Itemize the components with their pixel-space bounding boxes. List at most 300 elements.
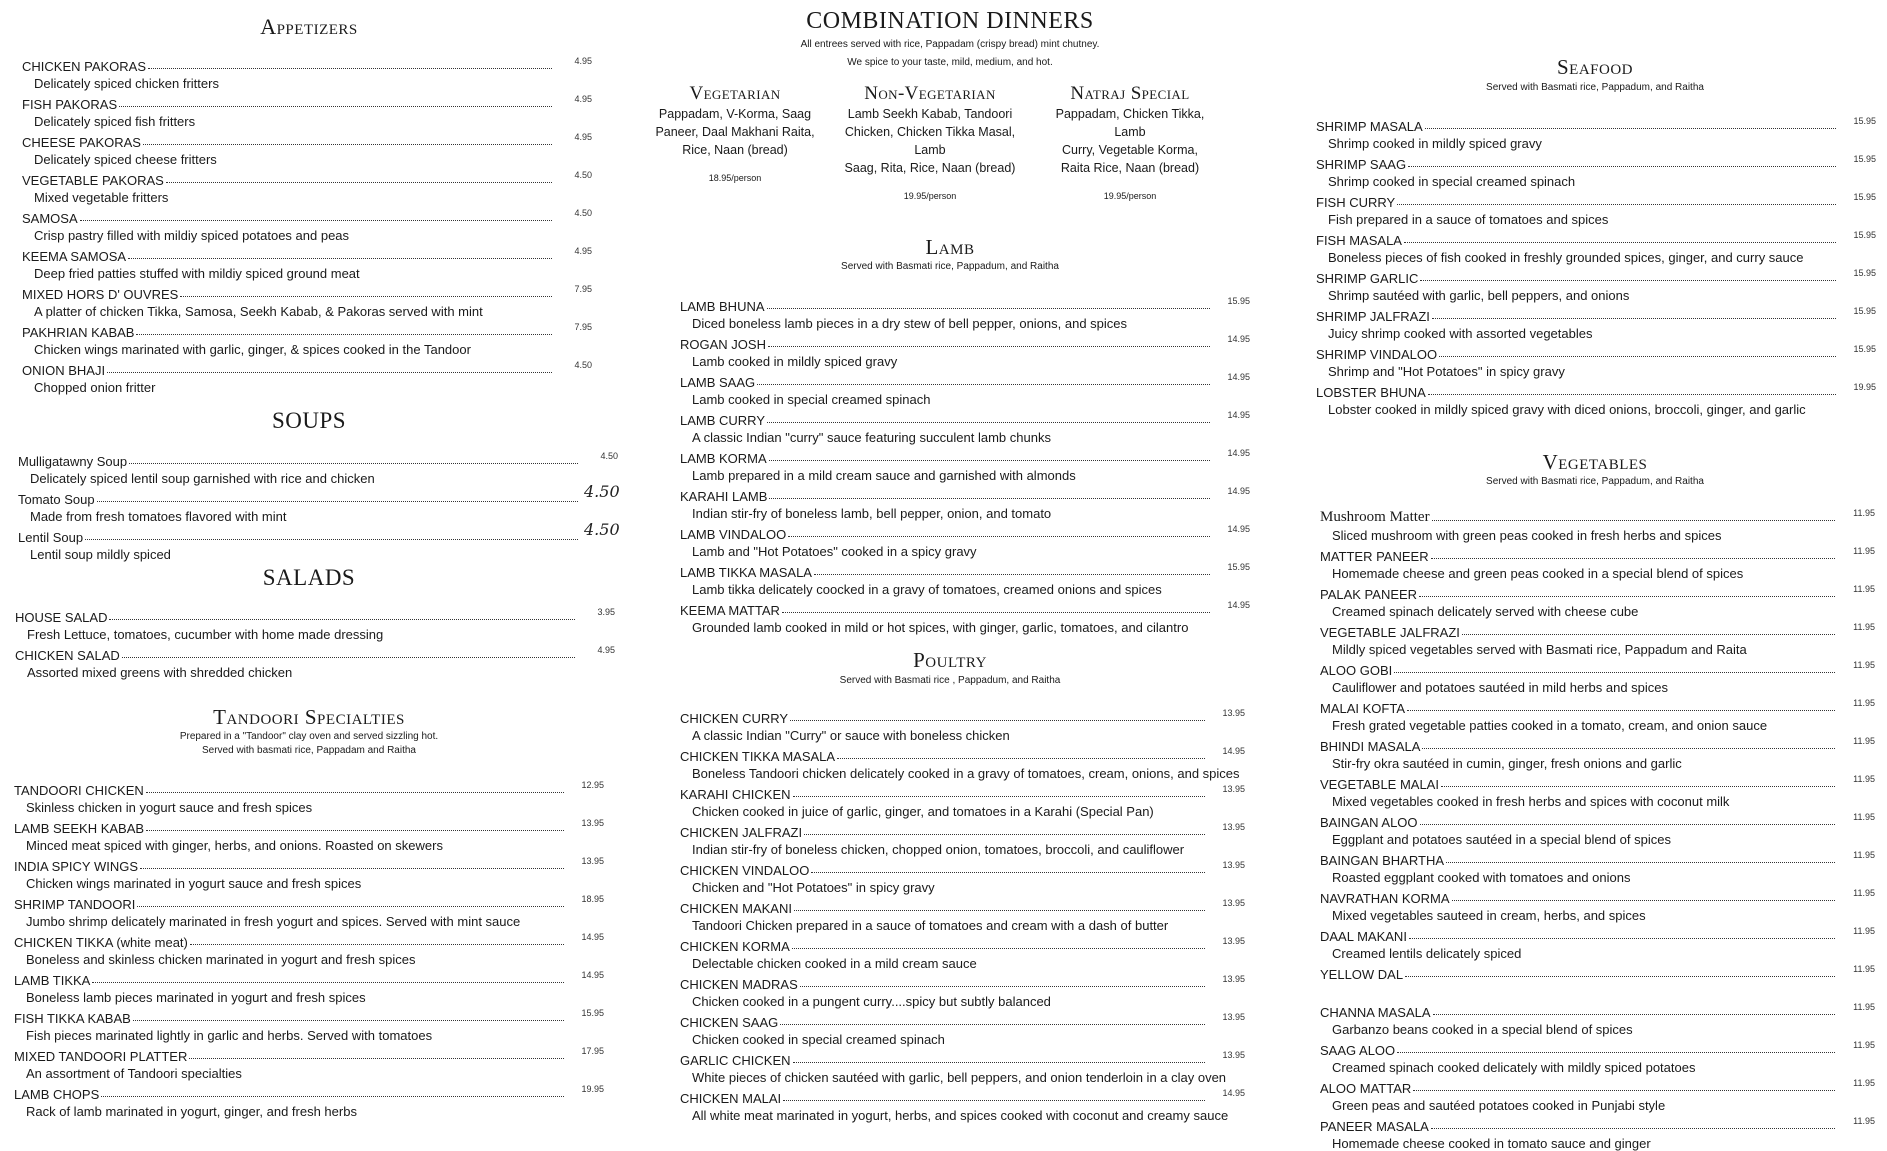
dot-leader bbox=[814, 574, 1210, 575]
salads-list bbox=[15, 606, 615, 682]
dot-leader bbox=[1409, 938, 1835, 939]
dot-leader bbox=[1425, 128, 1836, 129]
menu-item-description: Delicately spiced lentil soup garnished with rice and chicken bbox=[30, 471, 375, 486]
menu-item-row bbox=[1320, 773, 1875, 792]
menu-item-name: CHICKEN TIKKA MASALA bbox=[680, 749, 836, 764]
menu-item-name: CHICKEN PAKORAS bbox=[22, 59, 147, 74]
menu-item-price: 19.95 bbox=[1853, 382, 1876, 392]
menu-item-name: CHICKEN MAKANI bbox=[680, 901, 792, 916]
menu-item-description: Chicken cooked in special creamed spinach bbox=[692, 1032, 945, 1047]
menu-item-row bbox=[22, 245, 592, 264]
dot-leader bbox=[85, 539, 578, 540]
menu-item-row bbox=[1320, 1077, 1875, 1096]
dot-leader bbox=[788, 536, 1210, 537]
menu-item-row bbox=[1320, 659, 1875, 678]
menu-item-name: SHRIMP TANDOORI bbox=[14, 897, 136, 912]
menu-item-row bbox=[14, 893, 604, 912]
dot-leader bbox=[804, 834, 1205, 835]
menu-item-price: 13.95 bbox=[1222, 936, 1245, 946]
menu-item-description: Chicken cooked in a pungent curry....spicy but subtly balanced bbox=[692, 994, 1051, 1009]
menu-item-price: 7.95 bbox=[574, 322, 592, 332]
dot-leader bbox=[146, 792, 564, 793]
dot-leader bbox=[1433, 1014, 1835, 1015]
menu-item-row bbox=[14, 1083, 604, 1102]
menu-item-price: 4.50 bbox=[574, 208, 592, 218]
dot-leader bbox=[1462, 634, 1835, 635]
menu-item-row bbox=[22, 283, 592, 302]
combo-natraj-special bbox=[1040, 85, 1220, 205]
dot-leader bbox=[129, 463, 578, 464]
lamb-list bbox=[680, 295, 1250, 637]
menu-item-description: Shrimp and "Hot Potatoes" in spicy gravy bbox=[1328, 364, 1565, 379]
menu-item-row bbox=[1320, 887, 1875, 906]
menu-item-row bbox=[22, 359, 592, 378]
menu-item-row bbox=[680, 783, 1245, 802]
menu-item-name: Tomato Soup bbox=[18, 492, 95, 507]
menu-item-name: Lentil Soup bbox=[18, 530, 84, 545]
menu-item-description: Delicately spiced fish fritters bbox=[34, 114, 196, 129]
menu-item-row bbox=[1316, 229, 1876, 248]
salads-title: SALADS bbox=[262, 565, 356, 590]
vegetables-title: Vegetables bbox=[1542, 450, 1648, 474]
dot-leader bbox=[107, 372, 552, 373]
combo-non-vegetarian-line-1: Lamb Seekh Kabab, Tandoori bbox=[847, 107, 1013, 121]
menu-item-price: 15.95 bbox=[1227, 296, 1250, 306]
menu-item-row bbox=[1316, 153, 1876, 172]
dot-leader bbox=[137, 906, 564, 907]
menu-item-name: PAKHRIAN KABAB bbox=[22, 325, 135, 340]
menu-item-name: LAMB TIKKA bbox=[14, 973, 91, 988]
dot-leader bbox=[1408, 166, 1836, 167]
menu-item-description: Indian stir-fry of boneless lamb, bell pepper, onion, and tomato bbox=[692, 506, 1052, 521]
menu-item-description: Green peas and sautéed potatoes cooked in Punjabi style bbox=[1332, 1098, 1666, 1113]
appetizers-title: Appetizers bbox=[260, 14, 358, 39]
menu-item-row bbox=[22, 169, 592, 188]
combo-non-vegetarian-name: Non-Vegetarian bbox=[864, 83, 996, 104]
menu-item-name: LAMB CHOPS bbox=[14, 1087, 100, 1102]
menu-item-price: 13.95 bbox=[581, 818, 604, 828]
vegetables-list bbox=[1320, 502, 1875, 1151]
dot-leader bbox=[1428, 394, 1836, 395]
vegetables-subtitle: Served with Basmati rice, Pappadum, and Raitha bbox=[1486, 476, 1704, 487]
menu-item-description: Garbanzo beans cooked in a special blend of spices bbox=[1332, 1022, 1633, 1037]
menu-item-price: 3.95 bbox=[597, 607, 615, 617]
seafood-subtitle: Served with Basmati rice, Pappadum, and Raitha bbox=[1486, 82, 1704, 93]
menu-item-price: 4.50 bbox=[584, 482, 620, 501]
menu-item-name: CHICKEN MALAI bbox=[680, 1091, 782, 1106]
dot-leader bbox=[769, 460, 1210, 461]
menu-item-name: CHICKEN SALAD bbox=[15, 648, 120, 663]
combo-non-vegetarian-price: 19.95/person bbox=[903, 191, 957, 201]
dot-leader bbox=[1439, 356, 1836, 357]
menu-item-price: 15.95 bbox=[1853, 230, 1876, 240]
menu-item-description bbox=[1320, 982, 1875, 1001]
menu-item-price: 17.95 bbox=[581, 1046, 604, 1056]
menu-item-price: 4.95 bbox=[574, 246, 592, 256]
menu-item-price: 18.95 bbox=[581, 894, 604, 904]
menu-item-name: KARAHI LAMB bbox=[680, 489, 768, 504]
menu-item-name: BAINGAN ALOO bbox=[1320, 815, 1418, 830]
menu-item-description: Fresh Lettuce, tomatoes, cucumber with home made dressing bbox=[27, 627, 384, 642]
tandoori-subtitle-2: Served with basmati rice, Pappadam and Raitha bbox=[201, 745, 416, 756]
menu-item-price: 13.95 bbox=[1222, 1012, 1245, 1022]
menu-item-row bbox=[680, 371, 1250, 390]
menu-item-name: GARLIC CHICKEN bbox=[680, 1053, 791, 1068]
menu-item-row bbox=[680, 561, 1250, 580]
menu-item-description: All white meat marinated in yogurt, herbs, and spices cooked with coconut and creamy sauce bbox=[692, 1108, 1229, 1123]
dot-leader bbox=[800, 986, 1205, 987]
menu-item-name: VEGETABLE PAKORAS bbox=[22, 173, 164, 188]
menu-item-name: YELLOW DAL bbox=[1320, 967, 1404, 982]
combo-non-vegetarian bbox=[830, 85, 1030, 205]
dot-leader bbox=[180, 296, 552, 297]
menu-item-name: ONION BHAJI bbox=[22, 363, 106, 378]
dot-leader bbox=[190, 944, 564, 945]
menu-item-row bbox=[680, 523, 1250, 542]
menu-item-price: 15.95 bbox=[581, 1008, 604, 1018]
menu-item-name: CHICKEN VINDALOO bbox=[680, 863, 810, 878]
menu-item-description: Lentil soup mildly spiced bbox=[30, 547, 171, 562]
combination-title: COMBINATION DINNERS bbox=[806, 8, 1094, 34]
menu-item-description: Deep fried patties stuffed with mildiy spiced ground meat bbox=[34, 266, 360, 281]
menu-item-row bbox=[680, 599, 1250, 618]
dot-leader bbox=[92, 982, 564, 983]
menu-item-row bbox=[1320, 621, 1875, 640]
menu-item-description: Delicately spiced cheese fritters bbox=[34, 152, 217, 167]
menu-item-price: 15.95 bbox=[1853, 154, 1876, 164]
dot-leader bbox=[792, 948, 1205, 949]
menu-item-row bbox=[15, 606, 615, 625]
dot-leader bbox=[109, 619, 575, 620]
menu-item-description: An assortment of Tandoori specialties bbox=[26, 1066, 242, 1081]
combination-subtitle-1: All entrees served with rice, Pappadam (crispy bread) mint chutney. bbox=[800, 39, 1100, 50]
menu-item-description: Fish pieces marinated lightly in garlic and herbs. Served with tomatoes bbox=[26, 1028, 433, 1043]
menu-item-description: Creamed spinach delicately served with cheese cube bbox=[1332, 604, 1639, 619]
lamb-subtitle: Served with Basmati rice, Pappadum, and Raitha bbox=[841, 261, 1059, 272]
menu-item-row bbox=[22, 93, 592, 112]
combo-natraj-special-line-1: Pappadam, Chicken Tikka, Lamb bbox=[1055, 107, 1205, 139]
menu-item-price: 15.95 bbox=[1853, 116, 1876, 126]
menu-item-row bbox=[680, 1087, 1245, 1106]
menu-item-row bbox=[14, 779, 604, 798]
combo-vegetarian-name: Vegetarian bbox=[689, 83, 781, 104]
menu-item-price: 13.95 bbox=[1222, 1050, 1245, 1060]
menu-item-price: 11.95 bbox=[1853, 1116, 1875, 1126]
menu-item-description: Tandoori Chicken prepared in a sauce of tomatoes and cream with a dash of butter bbox=[692, 918, 1169, 933]
menu-item-row bbox=[14, 969, 604, 988]
menu-item-price: 12.95 bbox=[581, 780, 604, 790]
menu-item-price: 14.95 bbox=[581, 932, 604, 942]
dot-leader bbox=[80, 220, 552, 221]
menu-item-name: PANEER MASALA bbox=[1320, 1119, 1429, 1134]
menu-item-name: SAAG ALOO bbox=[1320, 1043, 1396, 1058]
menu-item-price: 14.95 bbox=[1227, 410, 1250, 420]
menu-item-description: Lamb cooked in mildly spiced gravy bbox=[692, 354, 898, 369]
dot-leader bbox=[1422, 748, 1835, 749]
combo-vegetarian-price: 18.95/person bbox=[708, 173, 762, 183]
menu-item-description: Fish prepared in a sauce of tomatoes and spices bbox=[1328, 212, 1609, 227]
dot-leader bbox=[769, 498, 1210, 499]
dot-leader bbox=[119, 106, 552, 107]
menu-item-name: KEEMA MATTAR bbox=[680, 603, 780, 618]
menu-item-price: 13.95 bbox=[1222, 860, 1245, 870]
menu-item-price: 11.95 bbox=[1853, 508, 1875, 518]
menu-item-description: Grounded lamb cooked in mild or hot spices, with ginger, garlic, tomatoes, and cilantro bbox=[692, 620, 1189, 635]
dot-leader bbox=[1452, 900, 1835, 901]
menu-item-row bbox=[680, 935, 1245, 954]
menu-item-price: 11.95 bbox=[1853, 1040, 1875, 1050]
dot-leader bbox=[101, 1096, 564, 1097]
menu-item-price: 4.50 bbox=[584, 520, 620, 539]
menu-item-name: CHICKEN TIKKA (white meat) bbox=[14, 935, 188, 950]
menu-item-row bbox=[1320, 811, 1875, 830]
menu-item-price: 11.95 bbox=[1853, 812, 1875, 822]
menu-item-description: Indian stir-fry of boneless chicken, chopped onion, tomatoes, broccoli, and cauliflower bbox=[692, 842, 1185, 857]
combination-subtitle-2: We spice to your taste, mild, medium, and hot. bbox=[847, 57, 1053, 68]
menu-item-name: CHICKEN SAAG bbox=[680, 1015, 779, 1030]
menu-item-price: 14.95 bbox=[1227, 372, 1250, 382]
menu-item-name: CHICKEN CURRY bbox=[680, 711, 789, 726]
menu-item-description: Lobster cooked in mildly spiced gravy with diced onions, broccoli, ginger, and garlic bbox=[1328, 402, 1806, 417]
menu-item-description: Creamed lentils delicately spiced bbox=[1332, 946, 1522, 961]
menu-item-row bbox=[680, 973, 1245, 992]
menu-item-name: LOBSTER BHUNA bbox=[1316, 385, 1426, 400]
menu-item-price: 11.95 bbox=[1853, 1078, 1875, 1088]
dot-leader bbox=[1405, 976, 1835, 977]
menu-item-price: 4.95 bbox=[574, 132, 592, 142]
menu-item-description: Mildly spiced vegetables served with Basmati rice, Pappadum and Raita bbox=[1332, 642, 1747, 657]
menu-item-row bbox=[1320, 963, 1875, 982]
menu-item-description: Homemade cheese cooked in tomato sauce and ginger bbox=[1332, 1136, 1651, 1151]
menu-item-price: 11.95 bbox=[1853, 888, 1875, 898]
menu-item-description: Mixed vegetables cooked in fresh herbs and spices with coconut milk bbox=[1332, 794, 1730, 809]
menu-item-name: SHRIMP GARLIC bbox=[1316, 271, 1419, 286]
dot-leader bbox=[1419, 596, 1835, 597]
dot-leader bbox=[1420, 824, 1835, 825]
dot-leader bbox=[1394, 672, 1835, 673]
menu-item-description: Homemade cheese and green peas cooked in a special blend of spices bbox=[1332, 566, 1744, 581]
menu-item-name: LAMB SAAG bbox=[680, 375, 756, 390]
menu-item-row bbox=[1320, 697, 1875, 716]
menu-item-row bbox=[22, 131, 592, 150]
menu-item-name: SHRIMP SAAG bbox=[1316, 157, 1407, 172]
menu-item-row bbox=[680, 447, 1250, 466]
menu-item-name: FISH TIKKA KABAB bbox=[14, 1011, 131, 1026]
dot-leader bbox=[1420, 280, 1836, 281]
menu-item-name: CHEESE PAKORAS bbox=[22, 135, 141, 150]
menu-item-price: 15.95 bbox=[1853, 306, 1876, 316]
menu-item-description: Minced meat spiced with ginger, herbs, and onions. Roasted on skewers bbox=[26, 838, 443, 853]
menu-item-name: FISH PAKORAS bbox=[22, 97, 118, 112]
menu-item-price: 11.95 bbox=[1853, 622, 1875, 632]
menu-item-row bbox=[1320, 925, 1875, 944]
menu-item-description: Boneless and skinless chicken marinated in yogurt and fresh spices bbox=[26, 952, 416, 967]
menu-item-name: TANDOORI CHICKEN bbox=[14, 783, 144, 798]
dot-leader bbox=[97, 501, 578, 502]
menu-item-name: CHICKEN JALFRAZI bbox=[680, 825, 803, 840]
menu-item-row bbox=[1320, 735, 1875, 754]
menu-item-row bbox=[18, 520, 620, 545]
menu-item-description: Boneless Tandoori chicken delicately cooked in a gravy of tomatoes, cream, onions, and spices bbox=[692, 766, 1240, 781]
menu-item-name: LAMB KORMA bbox=[680, 451, 767, 466]
menu-item-description: Shrimp cooked in mildly spiced gravy bbox=[1328, 136, 1542, 151]
poultry-title: Poultry bbox=[913, 648, 987, 672]
menu-item-price: 11.95 bbox=[1853, 1002, 1875, 1012]
menu-item-name: LAMB VINDALOO bbox=[680, 527, 787, 542]
menu-item-price: 14.95 bbox=[1227, 524, 1250, 534]
menu-item-row bbox=[680, 1011, 1245, 1030]
menu-item-row bbox=[14, 855, 604, 874]
combo-natraj-special-line-2: Curry, Vegetable Korma, bbox=[1062, 143, 1198, 157]
menu-item-description: Made from fresh tomatoes flavored with mint bbox=[30, 509, 287, 524]
dot-leader bbox=[148, 68, 552, 69]
menu-item-name: LAMB CURRY bbox=[680, 413, 766, 428]
menu-item-description: Chopped onion fritter bbox=[34, 380, 156, 395]
dot-leader bbox=[166, 182, 552, 183]
menu-item-row bbox=[1320, 849, 1875, 868]
dot-leader bbox=[1446, 862, 1835, 863]
menu-item-name: LAMB TIKKA MASALA bbox=[680, 565, 812, 580]
menu-item-name: ROGAN JOSH bbox=[680, 337, 766, 352]
menu-item-price: 15.95 bbox=[1853, 268, 1876, 278]
menu-item-description: A classic Indian "Curry" or sauce with boneless chicken bbox=[692, 728, 1010, 743]
dot-leader bbox=[143, 144, 552, 145]
menu-item-description: Eggplant and potatoes sautéed in a special blend of spices bbox=[1332, 832, 1671, 847]
menu-item-row bbox=[14, 1045, 604, 1064]
tandoori-subtitle-1: Prepared in a "Tandoor" clay oven and served sizzling hot. bbox=[179, 731, 439, 742]
menu-item-row bbox=[680, 859, 1245, 878]
combo-natraj-special-line-3: Raita Rice, Naan (bread) bbox=[1060, 161, 1200, 175]
menu-item-name: LAMB BHUNA bbox=[680, 299, 765, 314]
menu-item-price: 4.95 bbox=[597, 645, 615, 655]
menu-item-description: A platter of chicken Tikka, Samosa, Seekh Kabab, & Pakoras served with mint bbox=[34, 304, 483, 319]
dot-leader bbox=[783, 1100, 1205, 1101]
menu-item-price: 14.95 bbox=[1227, 486, 1250, 496]
menu-item-name: SHRIMP JALFRAZI bbox=[1316, 309, 1430, 324]
menu-item-description: Chicken and "Hot Potatoes" in spicy gravy bbox=[692, 880, 935, 895]
dot-leader bbox=[767, 422, 1210, 423]
seafood-list bbox=[1316, 115, 1876, 419]
menu-item-price: 11.95 bbox=[1853, 774, 1875, 784]
tandoori-list bbox=[14, 779, 604, 1121]
menu-item-row bbox=[680, 745, 1245, 764]
menu-item-name: MATTER PANEER bbox=[1320, 549, 1429, 564]
menu-item-description: Lamb and "Hot Potatoes" cooked in a spicy gravy bbox=[692, 544, 977, 559]
menu-item-price: 15.95 bbox=[1227, 562, 1250, 572]
dot-leader bbox=[780, 1024, 1205, 1025]
dot-leader bbox=[146, 830, 564, 831]
menu-item-description: Delectable chicken cooked in a mild cream sauce bbox=[692, 956, 977, 971]
menu-item-description: Chicken wings marinated in yogurt sauce and fresh spices bbox=[26, 876, 362, 891]
dot-leader bbox=[1431, 1128, 1835, 1129]
menu-item-name: LAMB SEEKH KABAB bbox=[14, 821, 145, 836]
combo-non-vegetarian-line-2: Chicken, Chicken Tikka Masal, Lamb bbox=[844, 125, 1016, 157]
menu-item-price: 7.95 bbox=[574, 284, 592, 294]
menu-item-description: Shrimp cooked in special creamed spinach bbox=[1328, 174, 1576, 189]
dot-leader bbox=[757, 384, 1210, 385]
menu-item-price: 11.95 bbox=[1853, 698, 1875, 708]
combo-vegetarian-line-3: Rice, Naan (bread) bbox=[682, 143, 788, 157]
menu-item-price: 4.50 bbox=[574, 170, 592, 180]
menu-item-price: 11.95 bbox=[1853, 546, 1875, 556]
menu-item-row bbox=[680, 707, 1245, 726]
menu-item-name: KARAHI CHICKEN bbox=[680, 787, 791, 802]
menu-item-row bbox=[1320, 1115, 1875, 1134]
menu-item-name: SHRIMP MASALA bbox=[1316, 119, 1423, 134]
menu-item-price: 4.95 bbox=[574, 94, 592, 104]
combo-non-vegetarian-line-3: Saag, Rita, Rice, Naan (bread) bbox=[844, 161, 1016, 175]
dot-leader bbox=[1441, 786, 1835, 787]
menu-item-name: FISH MASALA bbox=[1316, 233, 1402, 248]
menu-item-row bbox=[680, 485, 1250, 504]
menu-item-name: PALAK PANEER bbox=[1320, 587, 1418, 602]
menu-item-name: ALOO GOBI bbox=[1320, 663, 1393, 678]
dot-leader bbox=[837, 758, 1205, 759]
menu-item-name: MIXED TANDOORI PLATTER bbox=[14, 1049, 188, 1064]
menu-item-price: 14.95 bbox=[1227, 334, 1250, 344]
menu-item-row bbox=[1320, 502, 1875, 526]
menu-item-description: Mixed vegetables sauteed in cream, herbs, and spices bbox=[1332, 908, 1646, 923]
menu-item-name: Mushroom Matter bbox=[1320, 509, 1430, 525]
dot-leader bbox=[790, 720, 1205, 721]
menu-item-description: Sliced mushroom with green peas cooked in fresh herbs and spices bbox=[1332, 528, 1722, 543]
combo-vegetarian bbox=[650, 85, 820, 187]
dot-leader bbox=[767, 308, 1210, 309]
appetizers-list bbox=[22, 55, 592, 397]
menu-item-price: 11.95 bbox=[1853, 964, 1875, 974]
menu-item-name: SHRIMP VINDALOO bbox=[1316, 347, 1438, 362]
menu-item-description: Juicy shrimp cooked with assorted vegetables bbox=[1328, 326, 1593, 341]
menu-item-row bbox=[18, 482, 620, 507]
menu-item-description: A classic Indian "curry" sauce featuring succulent lamb chunks bbox=[692, 430, 1051, 445]
dot-leader bbox=[1397, 1052, 1835, 1053]
menu-item-row bbox=[1320, 1001, 1875, 1020]
menu-item-price: 14.95 bbox=[1227, 600, 1250, 610]
menu-item-description: Rack of lamb marinated in yogurt, ginger, and fresh herbs bbox=[26, 1104, 357, 1119]
menu-item-description: Roasted eggplant cooked with tomatoes and onions bbox=[1332, 870, 1631, 885]
menu-item-row bbox=[1316, 305, 1876, 324]
menu-item-name: NAVRATHAN KORMA bbox=[1320, 891, 1450, 906]
menu-item-description: Boneless lamb pieces marinated in yogurt and fresh spices bbox=[26, 990, 366, 1005]
menu-item-name: VEGETABLE JALFRAZI bbox=[1320, 625, 1460, 640]
menu-item-description: Assorted mixed greens with shredded chicken bbox=[27, 665, 293, 680]
lamb-title: Lamb bbox=[925, 235, 975, 259]
menu-item-name: FISH CURRY bbox=[1316, 195, 1396, 210]
menu-item-row bbox=[680, 333, 1250, 352]
dot-leader bbox=[189, 1058, 564, 1059]
menu-item-name: Mulligatawny Soup bbox=[18, 454, 128, 469]
menu-item-description: Chicken cooked in juice of garlic, ginger, and tomatoes in a Karahi (Special Pan) bbox=[692, 804, 1154, 819]
dot-leader bbox=[1432, 520, 1835, 521]
menu-item-description: White pieces of chicken sautéed with garlic, bell peppers, and onion tenderloin in a clay oven bbox=[692, 1070, 1227, 1085]
menu-item-price: 4.50 bbox=[600, 451, 618, 461]
seafood-title: Seafood bbox=[1556, 55, 1633, 79]
menu-item-description: Fresh grated vegetable patties cooked in a tomato, cream, and onion sauce bbox=[1332, 718, 1768, 733]
dot-leader bbox=[128, 258, 552, 259]
dot-leader bbox=[793, 1062, 1205, 1063]
dot-leader bbox=[768, 346, 1210, 347]
dot-leader bbox=[1431, 558, 1835, 559]
menu-item-description: Chicken wings marinated with garlic, ginger, & spices cooked in the Tandoor bbox=[34, 342, 471, 357]
dot-leader bbox=[1432, 318, 1836, 319]
dot-leader bbox=[133, 1020, 564, 1021]
dot-leader bbox=[1397, 204, 1836, 205]
menu-item-price: 13.95 bbox=[1222, 708, 1245, 718]
menu-item-name: INDIA SPICY WINGS bbox=[14, 859, 139, 874]
menu-item-name: CHICKEN KORMA bbox=[680, 939, 790, 954]
menu-item-row bbox=[1316, 191, 1876, 210]
menu-item-price: 11.95 bbox=[1853, 850, 1875, 860]
